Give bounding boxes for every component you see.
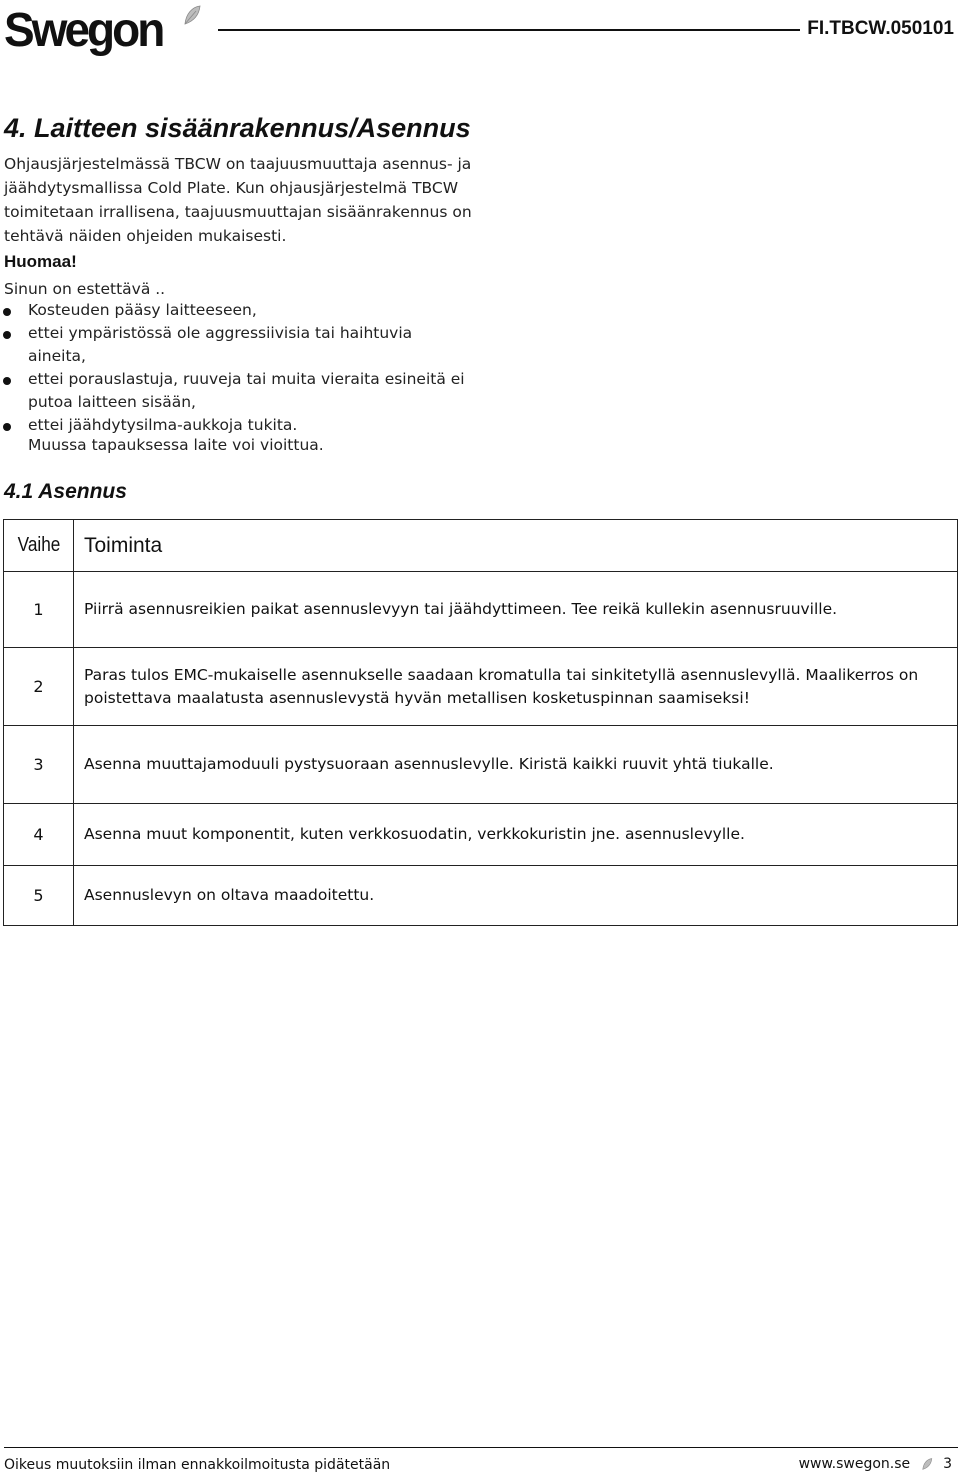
table-header-row	[4, 520, 958, 572]
step-number: 1	[4, 572, 74, 648]
header-divider	[218, 29, 800, 31]
list-item-text: ettei porauslastuja, ruuveja tai muita vieraita esineitä ei putoa laitteen sisään,	[28, 370, 465, 411]
step-action: Asenna muuttajamoduuli pystysuoraan asennuslevylle. Kiristä kaikki ruuvit yhtä tiukalle.	[74, 726, 958, 804]
list-item-text: ettei ympäristössä ole aggressiivisia tai haihtuvia aineita,	[28, 324, 413, 365]
footer-divider	[4, 1447, 958, 1448]
bullet-icon	[3, 308, 11, 316]
installation-steps-table	[3, 519, 958, 926]
list-item-text: Kosteuden pääsy laitteeseen,	[28, 301, 257, 319]
website-link[interactable]: www.swegon.se	[798, 1456, 911, 1472]
intro-paragraph: Ohjausjärjestelmässä TBCW on taajuusmuuttaja asennus- ja jäähdytysmallissa Cold Plate. Kun ohjausjärjestelmä TBCW toimitetaan irrallisena, taajuusmuuttajan sisäänrakennus on tehtävä näiden ohjeiden mukaisesti.	[4, 155, 472, 245]
swegon-logo	[4, 2, 200, 56]
note-lead: Sinun on estettävä ..	[4, 280, 166, 298]
step-action: Asenna muut komponentit, kuten verkkosuodatin, verkkokuristin jne. asennuslevylle.	[74, 804, 958, 866]
table-row	[4, 804, 958, 866]
column-header-action: Toiminta	[74, 520, 958, 572]
warning-list	[0, 299, 470, 437]
list-item	[0, 299, 470, 322]
page-number: 3	[943, 1456, 952, 1472]
table-row	[4, 866, 958, 926]
step-number: 2	[4, 648, 74, 726]
step-action: Piirrä asennusreikien paikat asennuslevyyn tai jäähdyttimeen. Tee reikä kullekin asennusruuville.	[74, 572, 958, 648]
section-title: 4. Laitteen sisäänrakennus/Asennus	[4, 113, 471, 143]
leaf-icon	[921, 1457, 933, 1471]
step-number: 3	[4, 726, 74, 804]
step-number: 4	[4, 804, 74, 866]
logo-text: Swegon	[4, 1, 163, 57]
bullet-icon	[3, 331, 11, 339]
footer-right	[799, 1456, 952, 1472]
step-action: Paras tulos EMC-mukaiselle asennukselle saadaan kromatulla tai sinkitetyllä asennuslevyllä. Maalikerros on poistettava maalatusta asennuslevystä hyvän metallisen kosketuspinnan saamiseksi!	[74, 648, 958, 726]
list-item	[0, 414, 470, 437]
list-item	[0, 322, 470, 368]
page-header	[0, 0, 960, 60]
bullet-icon	[3, 423, 11, 431]
table-row	[4, 572, 958, 648]
closing-note: Muussa tapauksessa laite voi vioittua.	[28, 436, 324, 454]
leaf-icon	[182, 4, 202, 26]
column-header-step: Vaihe	[8, 520, 68, 572]
footer-notice: Oikeus muutoksiin ilman ennakkoilmoitusta pidätetään	[4, 1457, 391, 1473]
note-label: Huomaa!	[4, 252, 77, 271]
bullet-icon	[3, 377, 11, 385]
table-row	[4, 648, 958, 726]
step-action: Asennuslevyn on oltava maadoitettu.	[74, 866, 958, 926]
list-item	[0, 368, 470, 414]
subsection-title: 4.1 Asennus	[4, 480, 127, 503]
list-item-text: ettei jäähdytysilma-aukkoja tukita.	[28, 416, 298, 434]
table-row	[4, 726, 958, 804]
step-number: 5	[4, 866, 74, 926]
document-code: FI.TBCW.050101	[807, 18, 954, 39]
